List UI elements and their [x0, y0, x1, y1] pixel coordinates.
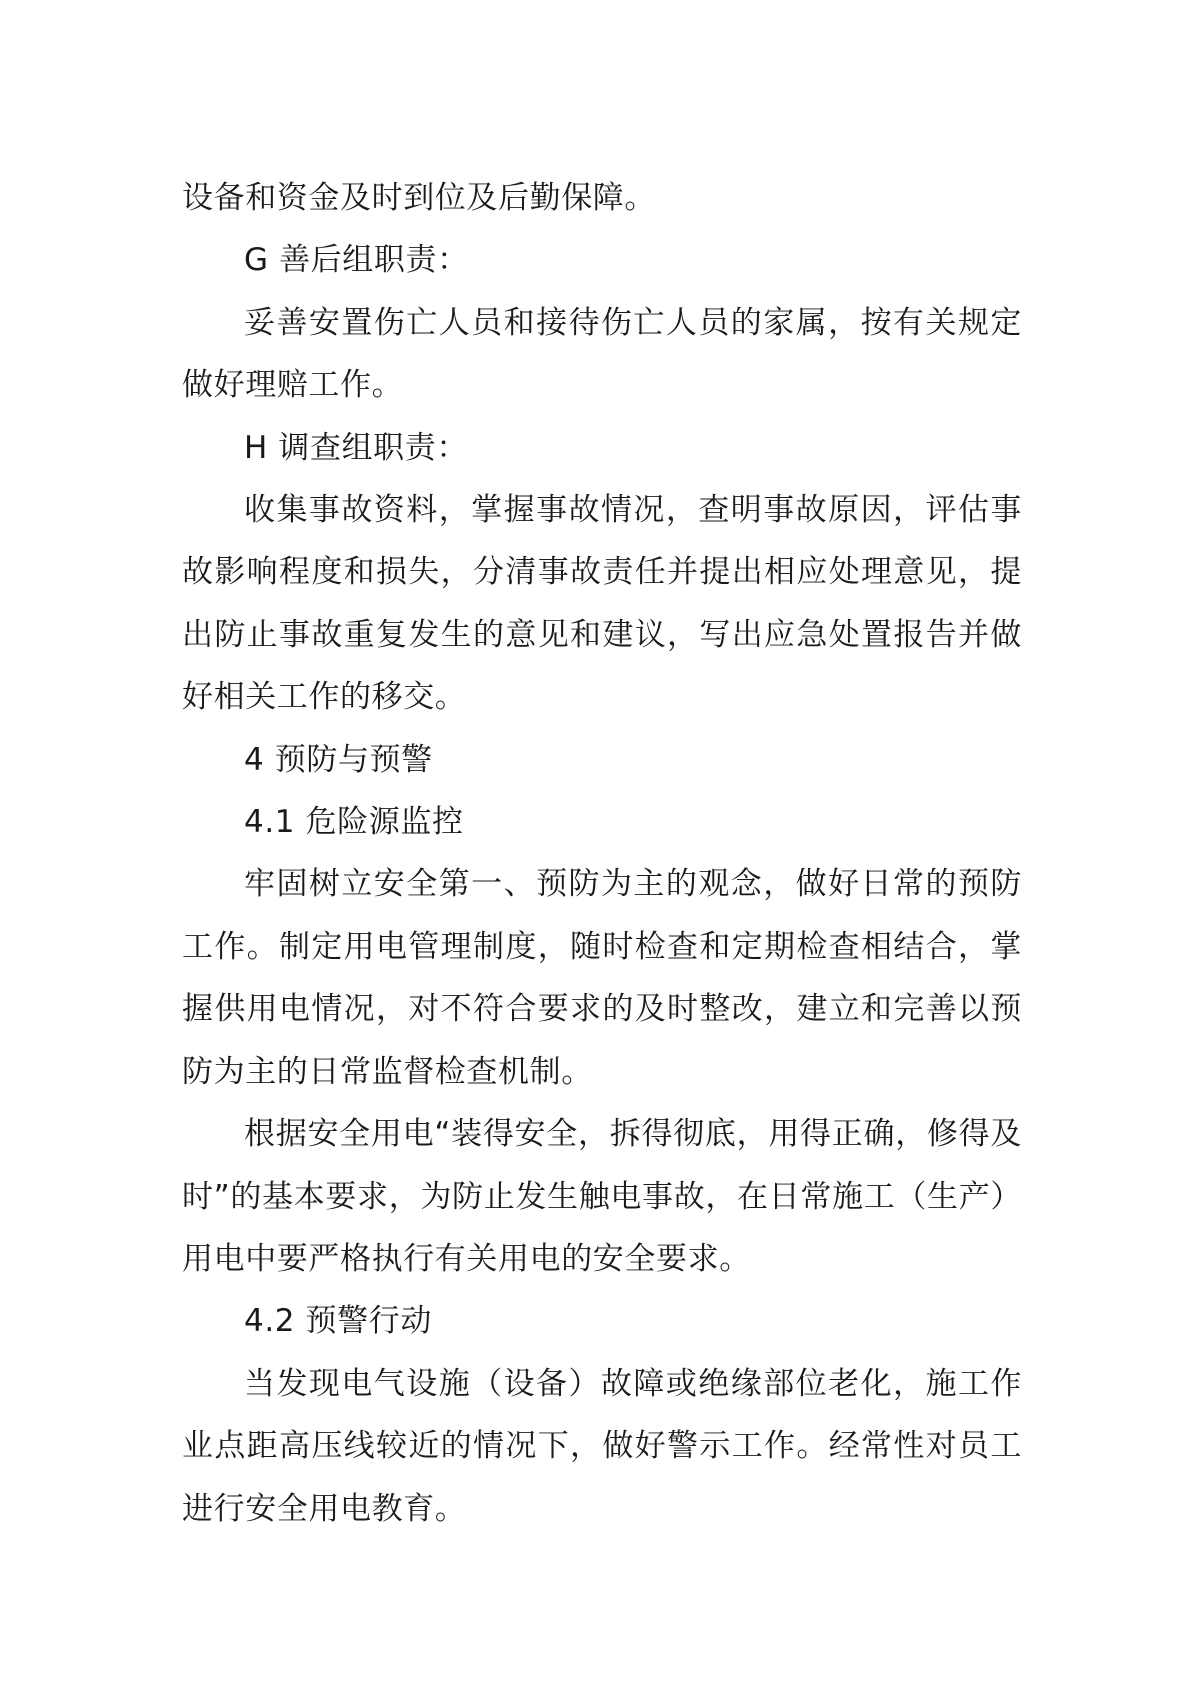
- subsection-heading-hazard-monitoring: 4.1 危险源监控: [244, 804, 464, 841]
- section-heading-aftermath-group: G 善后组职责：: [244, 242, 469, 279]
- subsection-heading-warning-action: 4.2 预警行动: [244, 1303, 432, 1340]
- section-heading-investigation-group: H 调查组职责：: [244, 429, 468, 466]
- paragraph-safety-requirements: 根据安全用电“装得安全，拆得彻底，用得正确，修得及时”的基本要求，为防止发生触电事故，在日常施工（生产）用电中要严格执行有关用电的安全要求。: [182, 1116, 1022, 1277]
- continued-paragraph: 设备和资金及时到位及后勤保障。: [182, 180, 656, 216]
- paragraph-investigation-duties: 收集事故资料，掌握事故情况，查明事故原因，评估事故影响程度和损失，分清事故责任并提出相应处理意见，提出防止事故重复发生的意见和建议，写出应急处置报告并做好相关工作的移交。: [182, 492, 1022, 716]
- document-body: [182, 167, 1022, 1540]
- paragraph-warning-action: 当发现电气设施（设备）故障或绝缘部位老化，施工作业点距高压线较近的情况下，做好警示工作。经常性对员工进行安全用电教育。: [182, 1365, 1022, 1527]
- section-heading-prevention-warning: 4 预防与预警: [244, 741, 433, 778]
- paragraph-aftermath-duties: 妥善安置伤亡人员和接待伤亡人员的家属，按有关规定做好理赔工作。: [182, 304, 1022, 404]
- paragraph-hazard-monitoring: 牢固树立安全第一、预防为主的观念，做好日常的预防工作。制定用电管理制度，随时检查和定期检查相结合，掌握供用电情况，对不符合要求的及时整改，建立和完善以预防为主的日常监督检查机制。: [182, 866, 1022, 1090]
